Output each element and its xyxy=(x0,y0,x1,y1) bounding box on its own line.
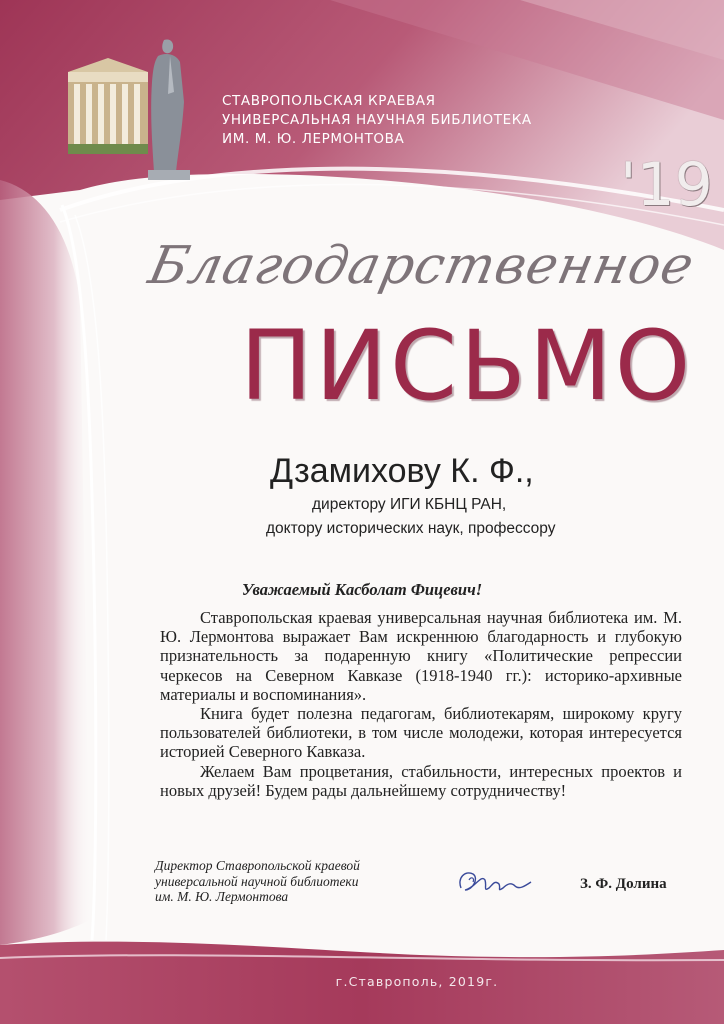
organization-name xyxy=(222,92,532,149)
title-script: Благодарственное xyxy=(143,236,700,296)
body-paragraph-2: Книга будет полезна педагогам, библиотекарям, широкому кругу пользователей библиотеки, в том числе молодежи, которая интересуется историей Северного Кавказа. xyxy=(160,704,682,762)
recipient-position: директору ИГИ КБНЦ РАН, xyxy=(312,496,507,513)
body-paragraph-3: Желаем Вам процветания, стабильности, интересных проектов и новых друзей! Будем рады дальнейшему сотрудничеству! xyxy=(160,761,682,800)
signatory-role-line-2: универсальной научной библиотеки xyxy=(155,873,359,889)
letter-body xyxy=(160,608,682,800)
recipient-name: Дзамихову К. Ф., xyxy=(270,452,534,490)
org-line-3: ИМ. М. Ю. ЛЕРМОНТОВА xyxy=(222,131,405,147)
library-logo-icon xyxy=(66,32,216,182)
title-main: ПИСЬМО xyxy=(240,310,694,422)
signatory-name: З. Ф. Долина xyxy=(580,876,667,892)
org-line-1: СТАВРОПОЛЬСКАЯ КРАЕВАЯ xyxy=(222,93,436,109)
signatory-role xyxy=(155,858,360,905)
org-line-2: УНИВЕРСАЛЬНАЯ НАУЧНАЯ БИБЛИОТЕКА xyxy=(222,112,532,128)
handwritten-signature-icon xyxy=(455,866,535,898)
footer-place-date: г.Ставрополь, 2019г. xyxy=(335,974,499,989)
body-paragraph-1: Ставропольская краевая универсальная научная библиотека им. М. Ю. Лермонтова выражает Вам искреннюю благодарность и глубокую признательность за подаренную книгу «Политические репрессии черкесов на Северном Кавказе (1918-1940 гг.): историко-архивные материалы и воспоминания». xyxy=(160,608,682,704)
greeting: Уважаемый Касболат Фицевич! xyxy=(241,580,483,599)
recipient-degree: доктору исторических наук, профессору xyxy=(266,520,556,537)
signatory-role-line-1: Директор Ставропольской краевой xyxy=(155,858,360,873)
year-mark: '19 xyxy=(620,150,713,220)
signatory-role-line-3: им. М. Ю. Лермонтова xyxy=(155,889,289,904)
